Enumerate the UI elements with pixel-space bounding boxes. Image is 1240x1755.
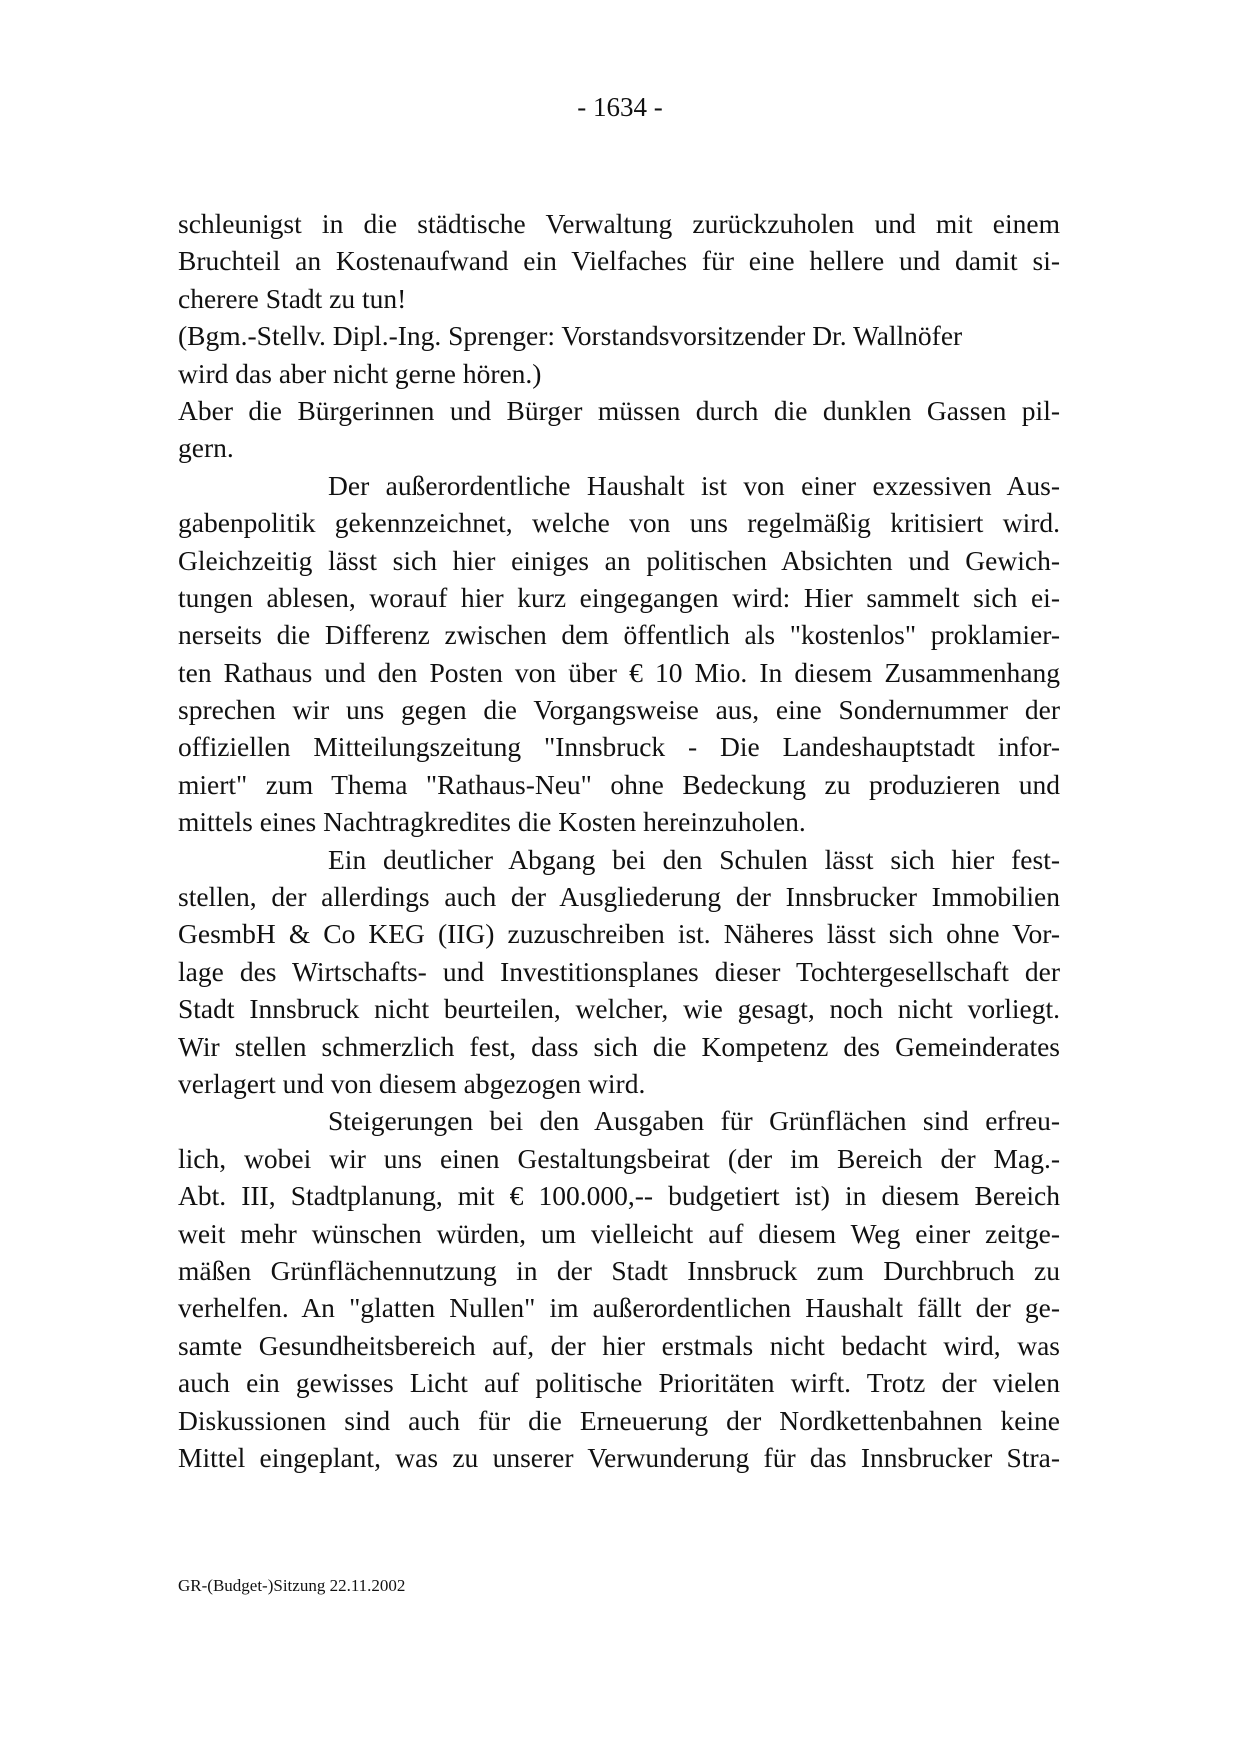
text-line: (Bgm.-Stellv. Dipl.-Ing. Sprenger: Vorstandsvorsitzender Dr. Wallnöfer: [178, 320, 963, 352]
text-line: nerseits die Differenz zwischen dem öffentlich als "kostenlos" proklamier-: [178, 619, 1060, 651]
text-line: gern.: [178, 432, 234, 464]
footer-session-date: GR-(Budget-)Sitzung 22.11.2002: [178, 1576, 406, 1595]
text-line: Aber die Bürgerinnen und Bürger müssen durch die dunklen Gassen pil-: [178, 394, 1060, 426]
text-line: Stadt Innsbruck nicht beurteilen, welcher, wie gesagt, noch nicht vorliegt.: [178, 993, 1060, 1025]
text-line: offiziellen Mitteilungszeitung "Innsbruck - Die Landeshauptstadt infor-: [178, 731, 1060, 763]
text-line: schleunigst in die städtische Verwaltung zurückzuholen und mit einem: [178, 208, 1060, 239]
text-line: GesmbH & Co KEG (IIG) zuzuschreiben ist. Näheres lässt sich ohne Vor-: [178, 918, 1060, 950]
body-text: [178, 205, 1060, 1476]
text-line: Bruchteil an Kostenaufwand ein Vielfaches für eine hellere und damit si-: [178, 245, 1060, 277]
text-line: mäßen Grünflächennutzung in der Stadt Innsbruck zum Durchbruch zu: [178, 1254, 1060, 1286]
text-line: weit mehr wünschen würden, um vielleicht auf diesem Weg einer zeitge-: [178, 1217, 1060, 1249]
text-line: Der außerordentliche Haushalt ist von einer exzessiven Aus-: [328, 469, 1060, 501]
text-line: Ein deutlicher Abgang bei den Schulen lässt sich hier fest-: [328, 843, 1060, 875]
text-line: ten Rathaus und den Posten von über € 10 Mio. In diesem Zusammenhang: [178, 656, 1060, 688]
text-line: cherere Stadt zu tun!: [178, 282, 407, 314]
text-line: gabenpolitik gekennzeichnet, welche von uns regelmäßig kritisiert wird.: [178, 507, 1060, 539]
text-line: Mittel eingeplant, was zu unserer Verwunderung für das Innsbrucker Stra-: [178, 1441, 1060, 1473]
page-number: - 1634 -: [577, 92, 663, 122]
text-line: Wir stellen schmerzlich fest, dass sich die Kompetenz des Gemeinderates: [178, 1030, 1060, 1062]
text-line: lage des Wirtschafts- und Investitionsplanes dieser Tochtergesellschaft der: [178, 955, 1060, 987]
text-line: lich, wobei wir uns einen Gestaltungsbeirat (der im Bereich der Mag.-: [178, 1142, 1060, 1174]
text-line: Steigerungen bei den Ausgaben für Grünflächen sind erfreu-: [328, 1105, 1060, 1137]
text-line: sprechen wir uns gegen die Vorgangsweise aus, eine Sondernummer der: [178, 694, 1060, 726]
text-line: stellen, der allerdings auch der Ausgliederung der Innsbrucker Immobilien: [178, 881, 1060, 913]
text-line: Abt. III, Stadtplanung, mit € 100.000,-- budgetiert ist) in diesem Bereich: [178, 1180, 1060, 1212]
text-line: verlagert und von diesem abgezogen wird.: [178, 1067, 646, 1099]
text-line: miert" zum Thema "Rathaus-Neu" ohne Bedeckung zu produzieren und: [178, 768, 1060, 800]
text-line: tungen ablesen, worauf hier kurz eingegangen wird: Hier sammelt sich ei-: [178, 581, 1060, 613]
text-line: Gleichzeitig lässt sich hier einiges an politischen Absichten und Gewich-: [178, 544, 1060, 576]
text-line: wird das aber nicht gerne hören.): [178, 357, 542, 389]
text-line: verhelfen. An "glatten Nullen" im außerordentlichen Haushalt fällt der ge-: [178, 1292, 1060, 1324]
text-line: samte Gesundheitsbereich auf, der hier erstmals nicht bedacht wird, was: [178, 1329, 1060, 1361]
text-line: Diskussionen sind auch für die Erneuerung der Nordkettenbahnen keine: [178, 1404, 1060, 1436]
text-line: mittels eines Nachtragkredites die Kosten hereinzuholen.: [178, 806, 806, 838]
text-line: auch ein gewisses Licht auf politische Prioritäten wirft. Trotz der vielen: [178, 1367, 1060, 1399]
